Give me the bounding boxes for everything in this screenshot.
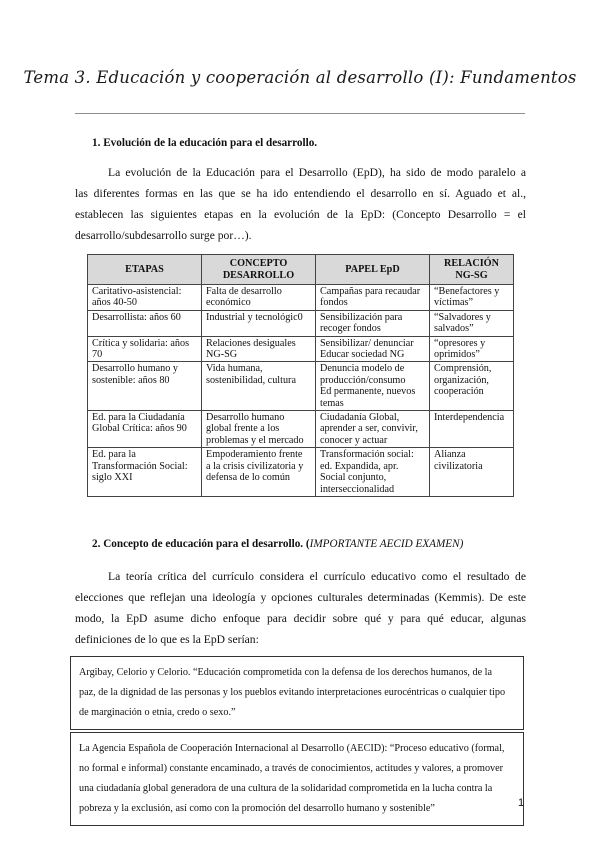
cell-line: “opresores y — [434, 337, 486, 349]
definition-quote-argibay — [70, 656, 524, 730]
table-cell — [316, 448, 430, 497]
cell-line: aprender a ser, convivir, — [320, 423, 418, 435]
section-1-paragraph — [75, 162, 526, 246]
paragraph-line: definiciones de lo que es la EpD serían: — [75, 633, 259, 646]
cell-line: Ed. para la — [92, 449, 136, 461]
quote-line: una ciudadanía global generadora de una cultura de la solidaridad comprometida en la lucha contra la — [79, 783, 493, 794]
cell-line: Comprensión, — [434, 363, 492, 375]
table-cell — [202, 448, 316, 497]
cell-line: Desarrollista: años 60 — [92, 311, 181, 323]
table-row — [88, 448, 514, 497]
cell-line: Vida humana, — [206, 363, 263, 375]
quote-line: no formal e informal) constante encaminado, a través de conocimientos, actitudes y valores, a promover — [79, 763, 504, 774]
paragraph-line: modo, la EpD asume dicho enfoque para decidir sobre qué y para qué educar, algunas — [75, 612, 526, 625]
cell-line: Denuncia modelo de — [320, 363, 405, 375]
paragraph-line: elecciones que reflejan una ideología y opciones culturales determinadas (Kemmis). De este — [75, 591, 526, 604]
cell-line: Relaciones desiguales — [206, 337, 296, 349]
section-2-heading — [92, 538, 463, 550]
column-header-relacion: RELACIÓN NG-SG — [430, 255, 514, 285]
table-cell — [202, 362, 316, 411]
table-cell — [316, 336, 430, 362]
cell-line: Ed. para la Ciudadanía — [92, 412, 185, 424]
cell-line: Crítica y solidaria: años — [92, 337, 190, 349]
cell-line: Ed permanente, nuevos — [320, 386, 416, 398]
epd-evolution-table — [87, 254, 514, 497]
cell-line: NG-SG — [206, 349, 238, 361]
cell-line: económico — [206, 297, 251, 309]
quote-line: de marginación o etnia, credo o sexo.” — [79, 707, 236, 718]
cell-line: Caritativo-asistencial: — [92, 286, 182, 297]
cell-line: oprimidos” — [434, 349, 480, 361]
table-row — [88, 362, 514, 411]
cell-line: interseccionalidad — [320, 483, 395, 495]
cell-line: Ciudadanía Global, — [320, 412, 400, 424]
cell-line: Transformación social: — [320, 449, 414, 461]
table-cell — [202, 285, 316, 311]
cell-line: Desarrollo humano — [206, 412, 285, 424]
table-cell — [316, 310, 430, 336]
quote-line: Argibay, Celorio y Celorio. “Educación comprometida con la defensa de los derechos humanos, de la — [79, 667, 493, 678]
table-row — [88, 310, 514, 336]
paragraph-line: La evolución de la Educación para el Desarrollo (EpD), ha sido de modo paralelo a — [108, 166, 526, 179]
cell-line: organización, — [434, 374, 489, 386]
cell-line: cooperación — [434, 386, 484, 398]
paragraph-line: desarrollo/subdesarrollo surge por…). — [75, 229, 252, 242]
cell-line: 70 — [92, 349, 103, 361]
cell-line: Transformación Social: — [92, 460, 188, 472]
cell-line: recoger fondos — [320, 323, 381, 335]
cell-line: Sensibilizar/ denunciar — [320, 337, 414, 349]
definition-quote-aecid — [70, 732, 524, 826]
table-cell — [88, 285, 202, 311]
cell-line: Desarrollo humano y — [92, 363, 179, 375]
section-2-heading-emphasis: IMPORTANTE AECID EXAMEN) — [309, 538, 464, 550]
table-cell — [316, 285, 430, 311]
cell-line: temas — [320, 397, 344, 409]
cell-line: Interdependencia — [434, 412, 505, 424]
cell-line: años 40-50 — [92, 297, 137, 309]
cell-line: defensa de lo común — [206, 472, 291, 484]
section-2-heading-text: 2. Concepto de educación para el desarrollo. ( — [92, 538, 310, 550]
quote-line: La Agencia Española de Cooperación Internacional al Desarrollo (AECID): “Proceso educativo (formal, — [79, 743, 505, 754]
cell-line: sostenibilidad, cultura — [206, 374, 296, 386]
cell-line: Empoderamiento frente — [206, 449, 303, 461]
cell-line: Social conjunto, — [320, 472, 387, 484]
cell-line: Industrial y tecnológic0 — [206, 311, 303, 323]
paragraph-line: establecen las siguientes etapas en la evolución de la EpD: (Concepto Desarrollo = el — [75, 208, 526, 221]
table-cell — [202, 336, 316, 362]
column-header-papel: PAPEL EpD — [316, 255, 430, 285]
table-cell — [430, 285, 514, 311]
table-cell — [202, 310, 316, 336]
page-number: 1 — [518, 797, 525, 809]
column-header-etapas: ETAPAS — [88, 255, 202, 285]
cell-line: Educar sociedad NG — [320, 349, 405, 361]
section-1-heading: 1. Evolución de la educación para el desarrollo. — [92, 137, 318, 149]
quote-line: paz, de la dignidad de las personas y los pueblos evitando interpretaciones eurocéntricas o cualquier tipo — [79, 687, 506, 698]
cell-line: global frente a los — [206, 423, 280, 435]
section-2-paragraph — [75, 566, 526, 650]
column-header-concepto: CONCEPTO DESARROLLO — [202, 255, 316, 285]
cell-line: sostenible: años 80 — [92, 374, 170, 386]
cell-line: Falta de desarrollo — [206, 286, 282, 297]
paragraph-line: La teoría crítica del currículo considera el currículo educativo como el resultado de — [108, 570, 526, 583]
table-header-row — [88, 255, 514, 285]
cell-line: civilizatoria — [434, 460, 483, 472]
table-cell — [88, 336, 202, 362]
table-cell — [430, 411, 514, 448]
cell-line: Global Crítica: años 90 — [92, 423, 187, 435]
table-cell — [202, 411, 316, 448]
table-cell — [88, 362, 202, 411]
table-cell — [430, 448, 514, 497]
paragraph-line: las diferentes formas en las que se ha ido entendiendo el desarrollo en sí. Aguado et al., — [75, 187, 526, 200]
title-divider — [75, 113, 525, 114]
cell-line: siglo XXI — [92, 472, 133, 484]
cell-line: víctimas” — [434, 297, 474, 309]
table-row — [88, 411, 514, 448]
table-cell — [316, 411, 430, 448]
cell-line: producción/consumo — [320, 374, 406, 386]
cell-line: problemas y el mercado — [206, 434, 304, 446]
cell-line: conocer y actuar — [320, 434, 388, 446]
cell-line: Alianza — [434, 449, 466, 461]
table-cell — [88, 448, 202, 497]
cell-line: salvados” — [434, 323, 474, 335]
table-row — [88, 285, 514, 311]
cell-line: Campañas para recaudar — [320, 286, 421, 297]
table-cell — [316, 362, 430, 411]
cell-line: ed. Expandida, apr. — [320, 460, 399, 472]
cell-line: a la crisis civilizatoria y — [206, 460, 304, 472]
table-cell — [88, 411, 202, 448]
table-cell — [88, 310, 202, 336]
cell-line: “Salvadores y — [434, 311, 491, 323]
table-cell — [430, 310, 514, 336]
cell-line: fondos — [320, 297, 348, 309]
table-cell — [430, 336, 514, 362]
page-title: Tema 3. Educación y cooperación al desarrollo (I): Fundamentos — [23, 68, 577, 87]
table-row — [88, 336, 514, 362]
cell-line: “Benefactores y — [434, 286, 500, 297]
cell-line: Sensibilización para — [320, 311, 403, 323]
quote-line: pobreza y la exclusión, así como con la promoción del desarrollo humano y sostenible” — [79, 803, 435, 814]
table-cell — [430, 362, 514, 411]
